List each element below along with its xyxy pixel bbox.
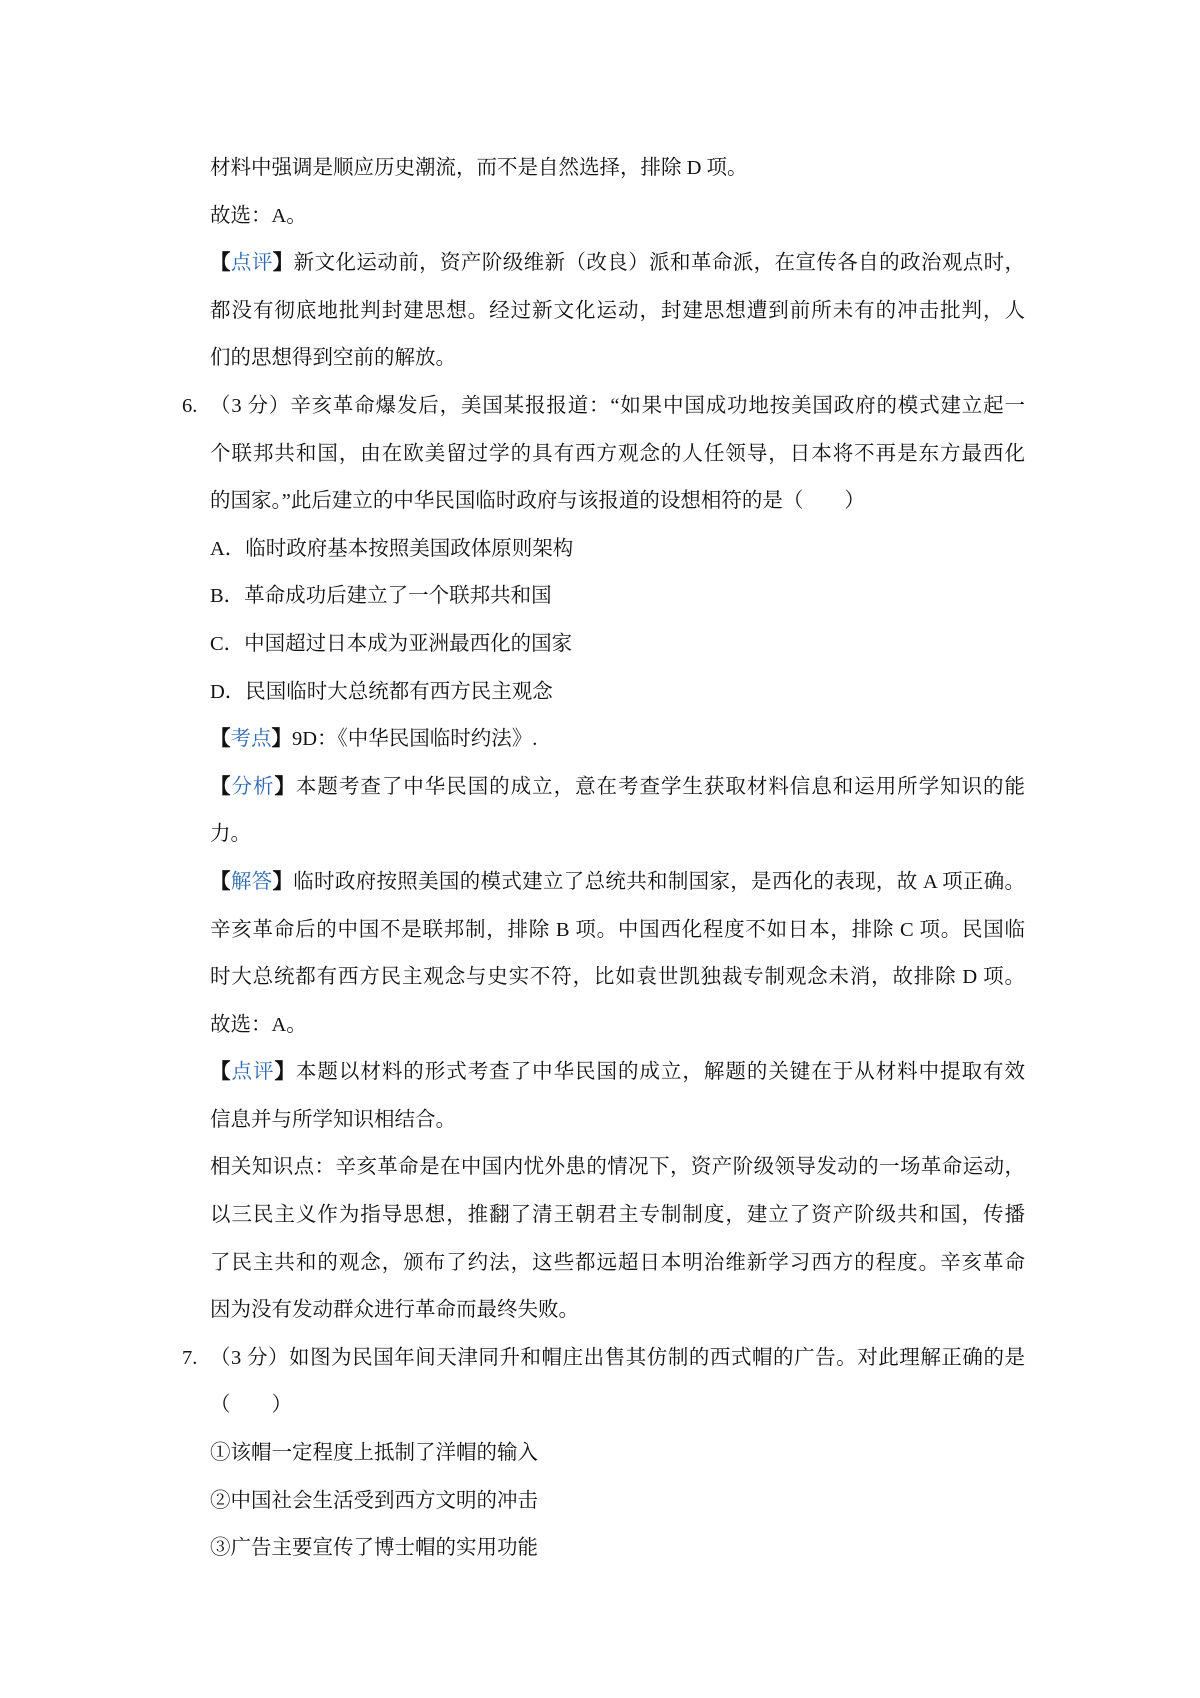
q6-solution-line: 辛亥革命后的中国不是联邦制，排除 B 项。中国西化程度不如日本，排除 C 项。民国临 xyxy=(210,918,1025,941)
comment-label: 点评 xyxy=(231,1061,275,1084)
knowledge-point-label: 考点 xyxy=(230,728,272,751)
q6-answer: 故选：A。 xyxy=(210,1013,307,1036)
label-open-bracket: 【 xyxy=(210,870,231,893)
q6-knowledge-point xyxy=(210,716,1025,764)
label-open-bracket: 【 xyxy=(210,775,232,798)
label-open-bracket: 【 xyxy=(210,1061,232,1084)
q6-stem-line: 个联邦共和国，由在欧美留过学的具有西方观念的人任领导，日本将不再是东方最西化 xyxy=(210,442,1025,465)
label-open-bracket: 【 xyxy=(210,728,231,751)
q6-option-c: C．中国超过日本成为亚洲最西化的国家 xyxy=(210,632,573,655)
q7-statement-1: ①该帽一定程度上抵制了洋帽的输入 xyxy=(210,1442,538,1465)
document-page xyxy=(182,145,1026,1573)
prev-answer: 故选：A。 xyxy=(210,204,307,227)
prev-comment-line: 们的思想得到空前的解放。 xyxy=(210,347,456,370)
comment-text: 新文化运动前，资产阶级维新（改良）派和革命派，在宣传各自的政治观点时， xyxy=(293,252,1026,275)
q6-comment-line: 信息并与所学知识相结合。 xyxy=(210,1108,456,1131)
q7-statement-3: ③广告主要宣传了博士帽的实用功能 xyxy=(210,1537,538,1560)
q7-stem-line xyxy=(182,1335,1025,1383)
label-open-bracket: 【 xyxy=(210,252,231,275)
question-stem-text: 辛亥革命爆发后，美国某报报道：“如果中国成功地按美国政府的模式建立起一 xyxy=(290,394,1025,417)
label-close-bracket: 】 xyxy=(271,728,292,751)
label-close-bracket: 】 xyxy=(274,1061,296,1084)
prev-comment-line: 都没有彻底地批判封建思想。经过新文化运动，封建思想遭到前所未有的冲击批判，人 xyxy=(210,299,1025,322)
question-score: （3 分） xyxy=(210,394,291,417)
q6-option-d: D．民国临时大总统都有西方民主观念 xyxy=(210,680,553,703)
q6-stem-line xyxy=(182,383,1025,431)
knowledge-point-text: 9D：《中华民国临时约法》. xyxy=(292,728,538,751)
comment-label: 点评 xyxy=(230,252,273,275)
q6-related-knowledge-line: 以三民主义作为指导思想，推翻了清王朝君主专制制度，建立了资产阶级共和国，传播 xyxy=(210,1204,1025,1227)
q6-option-a: A．临时政府基本按照美国政体原则架构 xyxy=(210,537,574,560)
q6-related-knowledge-line: 相关知识点：辛亥革命是在中国内忧外患的情况下，资产阶级领导发动的一场革命运动， xyxy=(210,1156,1025,1179)
label-close-bracket: 】 xyxy=(274,775,296,798)
q6-solution-line xyxy=(210,859,1025,907)
q6-stem-line: 的国家。”此后建立的中华民国临时政府与该报道的设想相符的是（ ） xyxy=(210,490,865,513)
comment-text: 本题以材料的形式考查了中华民国的成立，解题的关键在于从材料中提取有效 xyxy=(295,1061,1026,1084)
label-close-bracket: 】 xyxy=(272,252,294,275)
q6-option-b: B．革命成功后建立了一个联邦共和国 xyxy=(210,585,552,608)
q6-analysis-line: 力。 xyxy=(210,823,251,846)
q6-comment-line xyxy=(210,1049,1025,1097)
analysis-text: 本题考查了中华民国的成立，意在考查学生获取材料信息和运用所学知识的能 xyxy=(295,775,1026,798)
question-number: 7. xyxy=(182,1346,198,1369)
analysis-label: 分析 xyxy=(231,775,275,798)
q6-related-knowledge-line: 因为没有发动群众进行革命而最终失败。 xyxy=(210,1299,579,1322)
q7-stem-line: （ ） xyxy=(210,1394,292,1417)
question-score: （3 分） xyxy=(210,1346,290,1369)
q7-statement-2: ②中国社会生活受到西方文明的冲击 xyxy=(210,1489,538,1512)
label-close-bracket: 】 xyxy=(272,870,294,893)
q6-related-knowledge-line: 了民主共和的观念，颁布了约法，这些都远超日本明治维新学习西方的程度。辛亥革命 xyxy=(210,1251,1025,1274)
solution-label: 解答 xyxy=(230,870,273,893)
solution-text: 临时政府按照美国的模式建立了总统共和制国家，是西化的表现，故 A 项正确。 xyxy=(293,870,1026,893)
q6-analysis-line xyxy=(210,764,1025,812)
prev-analysis-line: 材料中强调是顺应历史潮流，而不是自然选择，排除 D 项。 xyxy=(210,157,748,179)
question-stem-text: 如图为民国年间天津同升和帽庄出售其仿制的西式帽的广告。对此理解正确的是 xyxy=(289,1346,1025,1369)
prev-comment-line xyxy=(210,240,1025,288)
q6-solution-line: 时大总统都有西方民主观念与史实不符，比如袁世凯独裁专制观念未消，故排除 D 项。 xyxy=(210,966,1025,989)
question-number: 6. xyxy=(182,394,198,417)
